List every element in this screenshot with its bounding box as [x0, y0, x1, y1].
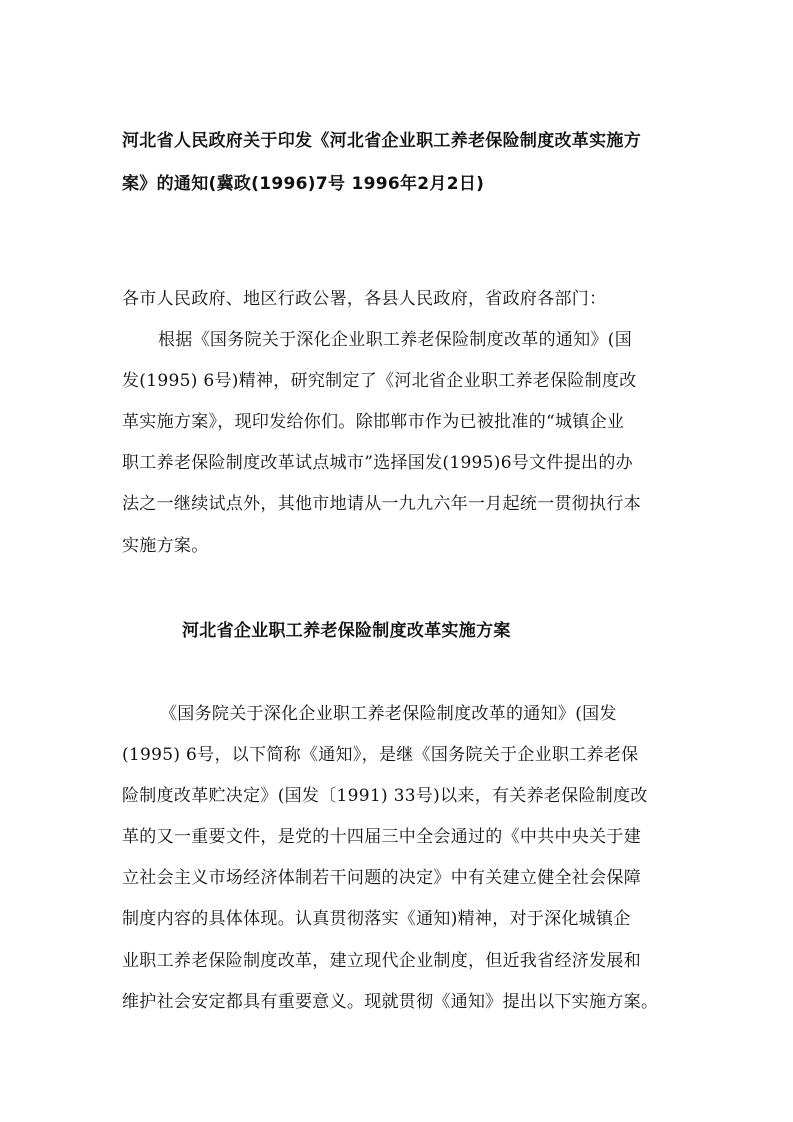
plan-line-1: 《国务院关于深化企业职工养老保险制度改革的通知》(国发 [160, 704, 617, 724]
notice-line-4: 职工养老保险制度改革试点城市”选择国发(1995)6号文件提出的办 [122, 453, 633, 473]
title-line-1: 河北省人民政府关于印发《河北省企业职工养老保险制度改革实施方 [122, 131, 641, 151]
salutation: 各市人民政府、地区行政公署，各县人民政府，省政府各部门： [122, 289, 607, 309]
notice-line-3: 革实施方案》，现印发给你们。除邯郸市作为已被批准的“城镇企业 [122, 412, 625, 432]
notice-line-2: 发(1995) 6号)精神，研究制定了《河北省企业职工养老保险制度改 [122, 371, 637, 391]
plan-line-7: 业职工养老保险制度改革，建立现代企业制度，但近我省经济发展和 [122, 951, 641, 971]
notice-line-6: 实施方案。 [122, 536, 209, 556]
plan-line-2: (1995) 6号，以下简称《通知》，是继《国务院关于企业职工养老保 [122, 745, 639, 765]
plan-title: 河北省企业职工养老保险制度改革实施方案 [182, 621, 511, 641]
plan-line-8: 维护社会安定都具有重要意义。现就贯彻《通知》提出以下实施方案。 [122, 992, 659, 1012]
plan-line-6: 制度内容的具体体现。认真贯彻落实《通知)精神，对于深化城镇企 [122, 909, 631, 929]
notice-line-1: 根据《国务院关于深化企业职工养老保险制度改革的通知》(国 [158, 330, 633, 350]
title-line-2: 案》的通知(冀政(1996)7号 1996年2月2日) [122, 174, 485, 194]
plan-line-3: 险制度改革贮决定》(国发〔1991) 33号)以来，有关养老保险制度改 [122, 786, 648, 806]
plan-line-5: 立社会主义市场经济体制若干问题的决定》中有关建立健全社会保障 [122, 868, 641, 888]
plan-line-4: 革的又一重要文件，是党的十四届三中全会通过的《中共中央关于建 [122, 827, 641, 847]
notice-line-5: 法之一继续试点外，其他市地请从一九九六年一月起统一贯彻执行本 [122, 494, 641, 514]
